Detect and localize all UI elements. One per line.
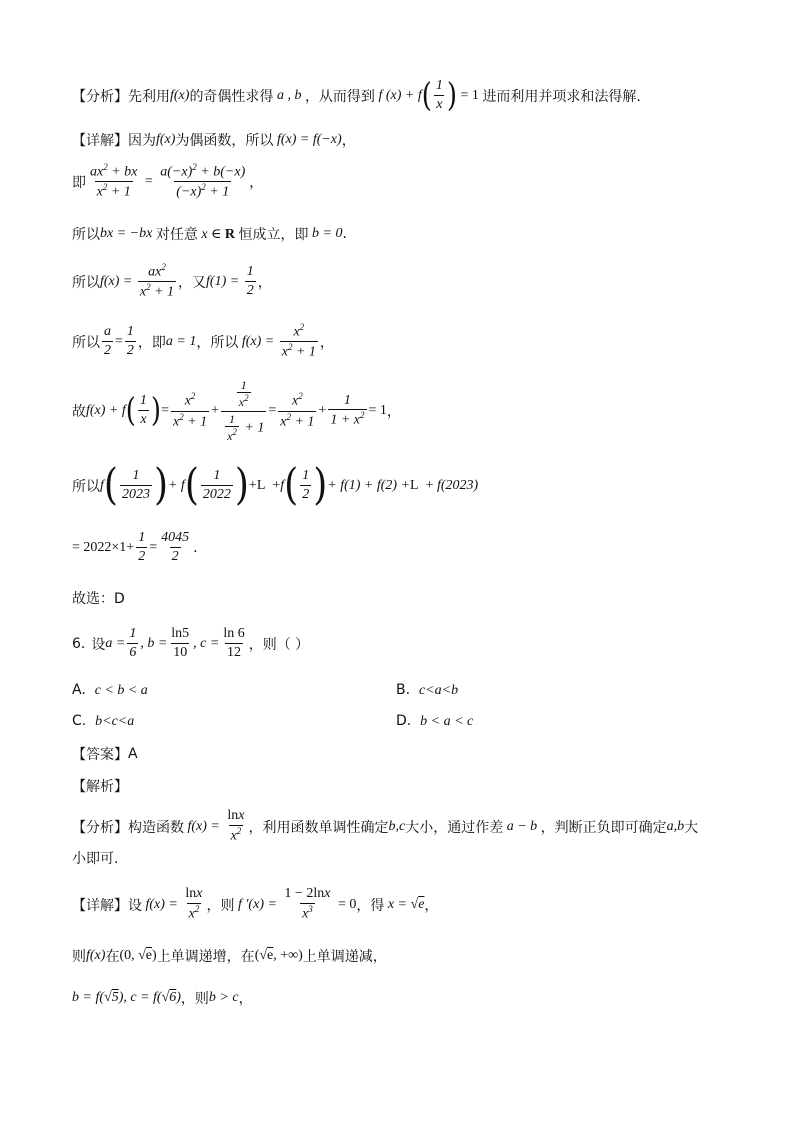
answer-tag: 【答案】 [72, 747, 128, 763]
detail-line-6: 故 f(x) + f ( $\frac{1}{x}$ ) = $\frac{x^2}{x^2 + 1}$ + $\frac{1}{x^2}$ $\frac{1}{x^2}$ + 1 = $\frac{x^2}{x^2 + 1}$ + $\frac{1}{1 + x^2}$ = 1 ， [72, 378, 401, 444]
detail-tag: 【详解】 [72, 133, 128, 149]
detail-line-3: 所以 bx = −bx 对任意 x ∈ R 恒成立，即 b = 0 . [72, 226, 347, 243]
detail-line-2: 即 $\frac{ax^2 + bx}{x^2 + 1}$ = $\frac{a(-x)^2 + b(-x)}{(-x)^2 + 1}$ ， [72, 162, 263, 202]
detail-line-5: 所以 $\frac{a}{2}$ = $\frac{1}{2}$ ，即 a = 1 ，所以 f(x) = $\frac{x^2}{x^2 + 1}$ ， [72, 322, 334, 362]
jiexi-tag: 【解析】 [72, 779, 128, 795]
q6-detail-line-2: 则 f(x) 在 (0, √e) 上单调递增，在 (√e, +∞) 上单调递减， [72, 948, 387, 965]
analysis-line-1: 【分析】 先利用 f(x) 的奇偶性求得 a , b ，从而得到 f (x) + f ( $\frac{1}{x}$ ) = 1 进而利用并项求和法得解. [72, 77, 641, 115]
question-number: 6. [72, 635, 86, 652]
q6-analysis-line-2: 小即可. [72, 851, 119, 867]
option-d[interactable]: D. b < a < c [396, 713, 474, 729]
option-c[interactable]: C. b<c<a [72, 713, 135, 729]
q6-detail-line-1: 【详解】 设 f(x) = $\frac{\ln x}{x^2}$ ，则 f ′(x) = $\frac{1 - 2\ln x}{x^3}$ = 0 ，得 x = √e ， [72, 886, 438, 924]
answer-line [72, 744, 138, 764]
q6-analysis-line-1: 【分析】 构造函数 f(x) = $\frac{\ln x}{x^2}$ ，利用函数单调性确定 b,c 大小，通过作差 a − b ，判断正负即可确定 a,b 大 [72, 808, 698, 846]
choice-line: 故选：D [72, 591, 125, 607]
detail-line-8: = 2022×1+ $\frac{1}{2}$ = $\frac{4045}{2}$ . [72, 530, 198, 566]
option-a[interactable]: A. c < b < a [72, 682, 148, 698]
analysis-text: 先利用 [128, 88, 170, 105]
answer-value: A [128, 746, 138, 762]
detail-line-4: 所以 f(x) = $\frac{ax^2}{x^2 + 1}$ ，又 f(1) = $\frac{1}{2}$ ， [72, 262, 272, 302]
detail-line-7: 所以 f ( $\frac{1}{2023}$ ) + f ( $\frac{1}{2022}$ ) +L + f ( $\frac{1}{2}$ ) + f(1) + f(2) + L + f(2023) [72, 460, 479, 510]
q6-detail-line-3: b = f(√5), c = f(√6) ，则 b > c ， [72, 990, 253, 1007]
analysis-tag: 【分析】 [72, 88, 128, 105]
question-6-stem: 6. 设 a = $\frac{1}{6}$ , b = $\frac{\ln 5}{10}$ , c = $\frac{\ln 6}{12}$ ，则（ ） [72, 626, 309, 662]
detail-line-1: 【详解】 因为 f(x) 为偶函数，所以 f(x) = f(−x) ， [72, 132, 356, 149]
option-b[interactable]: B. c<a<b [396, 682, 459, 698]
jiexi-line [72, 776, 128, 796]
